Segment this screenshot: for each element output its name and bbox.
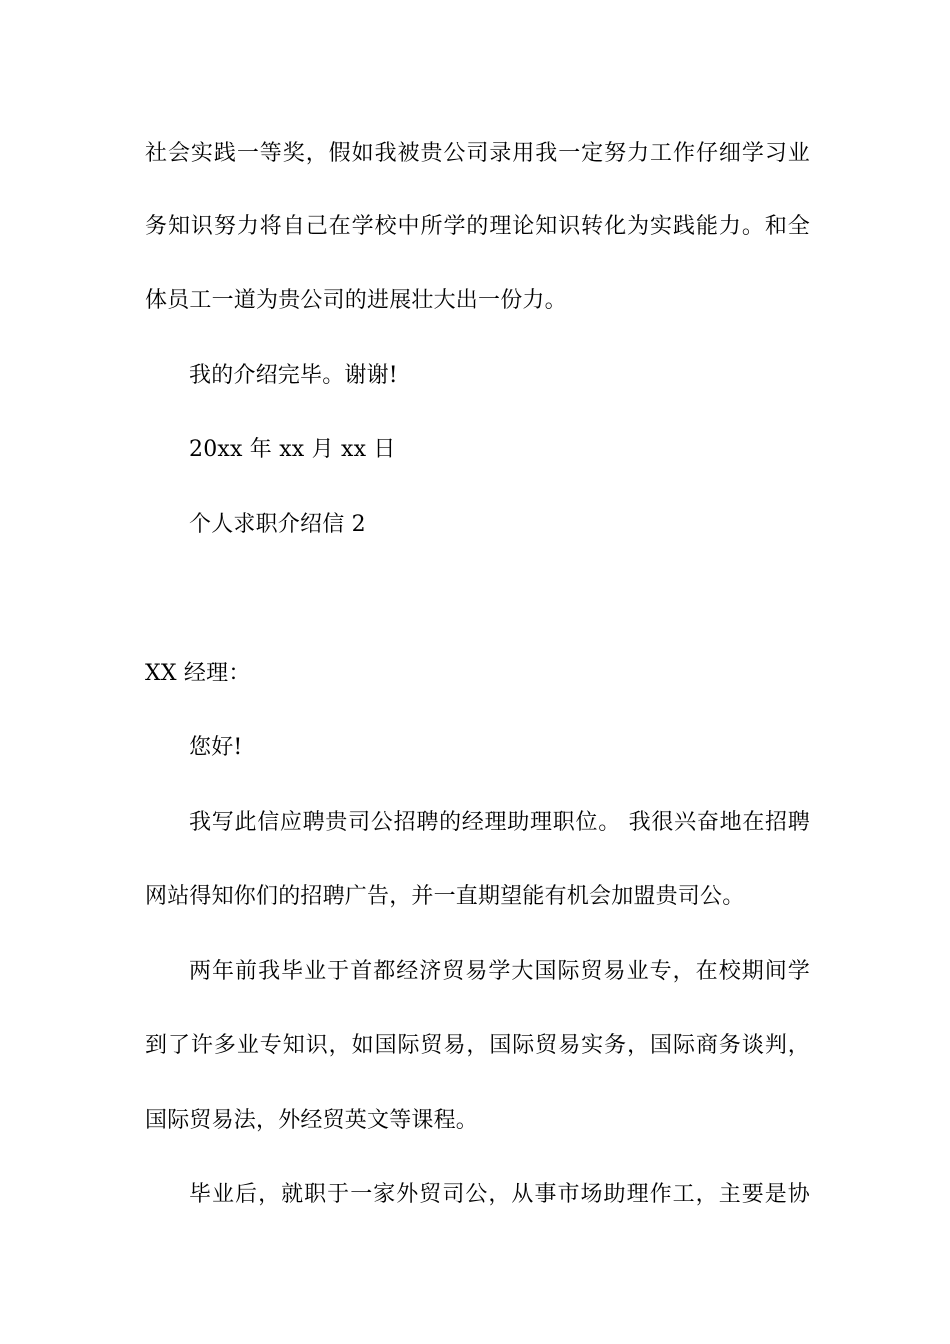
paragraph-line: 体员工一道为贵公司的进展壮大出一份力。 bbox=[145, 288, 567, 313]
paragraph-line: 两年前我毕业于首都经济贸易学大国际贸易业专，在校期间学 bbox=[189, 959, 810, 984]
paragraph-line: 网站得知你们的招聘广告，并一直期望能有机会加盟贵司公。 bbox=[145, 884, 745, 909]
date-line: 20xx 年 xx 月 xx 日 bbox=[189, 437, 396, 462]
paragraph-line: 务知识努力将自己在学校中所学的理论知识转化为实践能力。和全 bbox=[145, 214, 810, 239]
paragraph-line: 到了许多业专知识，如国际贸易，国际贸易实务，国际商务谈判， bbox=[145, 1033, 810, 1058]
greeting: 您好! bbox=[189, 735, 243, 760]
paragraph-line: 社会实践一等奖，假如我被贵公司录用我一定努力工作仔细学习业 bbox=[145, 141, 810, 166]
salutation: XX 经理： bbox=[145, 661, 251, 686]
paragraph-line: 毕业后，就职于一家外贸司公，从事市场助理作工，主要是协 bbox=[189, 1182, 810, 1207]
closing-line: 我的介绍完毕。谢谢! bbox=[189, 363, 398, 388]
paragraph-line: 我写此信应聘贵司公招聘的经理助理职位。 我很兴奋地在招聘 bbox=[189, 810, 810, 835]
paragraph-line: 国际贸易法，外经贸英文等课程。 bbox=[145, 1108, 479, 1133]
section-title: 个人求职介绍信 2 bbox=[189, 512, 366, 537]
